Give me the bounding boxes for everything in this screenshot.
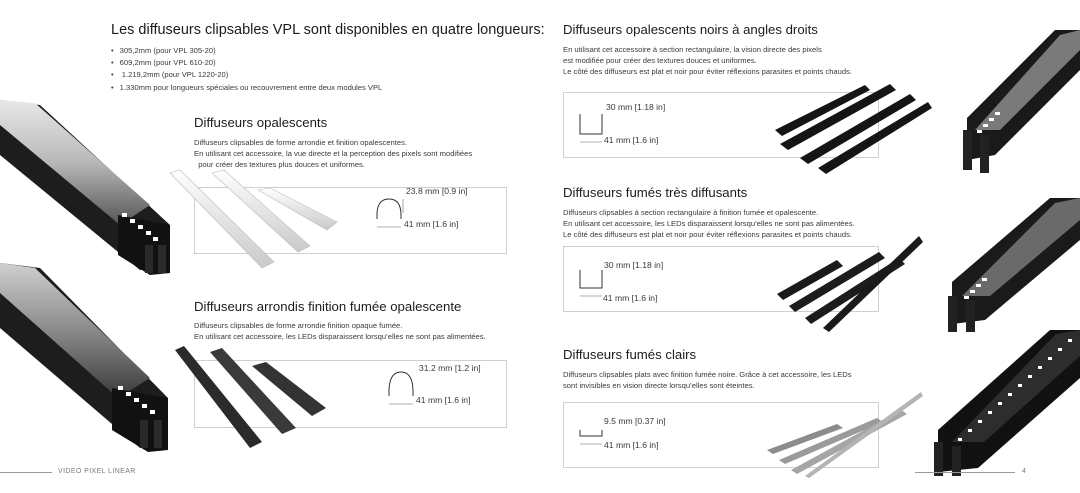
dimension-width-opal: 41 mm [1.6 in] — [404, 219, 459, 229]
section-drawing-opal — [373, 195, 405, 231]
profile-image-bottom — [0, 258, 175, 458]
list-item: • 609,2mm (pour VPL 610-20) — [111, 57, 382, 69]
profile-image-right-top — [955, 30, 1080, 175]
main-title: Les diffuseurs clipsables VPL sont disponibles en quatre longueurs: — [111, 22, 545, 38]
list-item: • 1.219,2mm (pour VPL 1220-20) — [111, 69, 382, 81]
dimension-height-smoked-round: 31.2 mm [1.2 in] — [419, 363, 481, 373]
desc-line: sont invisibles en vision directe lorsqu’elles sont éteintes. — [563, 380, 755, 390]
footer-label: VIDEO PIXEL LINEAR — [58, 468, 136, 475]
section-desc-smoked-round — [194, 321, 486, 343]
desc-line: Diffuseurs clipsables de forme arrondie et finition opalescentes. — [194, 138, 408, 147]
diffuser-image-smoked-round — [170, 342, 330, 452]
profile-image-right-bottom — [928, 330, 1080, 478]
desc-line: En utilisant cet accessoire, la vue directe et la perception des pixels sont modifiées — [194, 148, 473, 158]
desc-line: est modifiée pour créer des textures douces et uniformes. — [563, 55, 757, 65]
dimension-width-smoked-round: 41 mm [1.6 in] — [416, 395, 471, 405]
section-drawing-smoked-clear — [577, 426, 607, 450]
dimension-width-smoked-diffusing: 41 mm [1.6 in] — [603, 293, 658, 303]
profile-image-right-middle — [940, 198, 1080, 333]
diffuser-image-opal — [162, 168, 342, 274]
list-item: • 305,2mm (pour VPL 305-20) — [111, 45, 382, 57]
section-title-black-opal: Diffuseurs opalescents noirs à angles droits — [563, 22, 818, 37]
desc-line: Le côté des diffuseurs est plat et noir pour éviter réflexions parasites et points chauds. — [563, 66, 853, 76]
section-desc-opal — [194, 138, 472, 170]
desc-line: En utilisant cet accessoire, les LEDs disparaissent lorsqu’elles ne sont pas alimentées. — [194, 331, 486, 341]
section-title-smoked-diffusing: Diffuseurs fumés très diffusants — [563, 185, 748, 200]
dimension-height-smoked-clear: 9.5 mm [0.37 in] — [604, 416, 666, 426]
length-list — [111, 45, 382, 94]
section-title-opal: Diffuseurs opalescents — [194, 115, 328, 130]
footer-rule — [915, 472, 1015, 473]
desc-line: Diffuseurs clipsables plats avec finition fumée noire. Grâce à cet accessoire, les LEDs — [563, 370, 852, 379]
dimension-height-black-opal: 30 mm [1.18 in] — [606, 102, 666, 112]
section-drawing-smoked-round — [385, 368, 417, 408]
dimension-width-smoked-clear: 41 mm [1.6 in] — [604, 440, 659, 450]
section-title-smoked-clear: Diffuseurs fumés clairs — [563, 347, 697, 362]
list-item: • 1.330mm pour longueurs spéciales ou recouvrement entre deux modules VPL — [111, 82, 382, 94]
profile-image-top — [0, 95, 180, 285]
page-number: 4 — [1022, 468, 1026, 475]
dimension-height-opal: 23.8 mm [0.9 in] — [406, 186, 468, 196]
footer-rule — [0, 472, 52, 473]
diffuser-image-smoked-diffusing — [775, 228, 925, 333]
diffuser-image-black-opal — [770, 70, 935, 175]
dimension-height-smoked-diffusing: 30 mm [1.18 in] — [604, 260, 664, 270]
dimension-width-black-opal: 41 mm [1.6 in] — [604, 135, 659, 145]
desc-line: En utilisant cet accessoire, les LEDs disparaissent lorsqu’elles ne sont pas alimentées. — [563, 218, 855, 228]
desc-line: Diffuseurs clipsables à section rectangulaire à finition fumée et opalescente. — [563, 208, 819, 217]
diffuser-image-smoked-clear — [765, 388, 925, 478]
desc-line: Le côté des diffuseurs est plat et noir pour éviter réflexions parasites et points chauds. — [563, 229, 853, 239]
desc-line: pour créer des textures plus douces et uniformes. — [194, 159, 365, 169]
desc-line: Diffuseurs clipsables de forme arrondie finition opaque fumée. — [194, 321, 403, 330]
section-title-smoked-round: Diffuseurs arrondis finition fumée opalescente — [194, 299, 462, 314]
desc-line: En utilisant cet accessoire à section rectangulaire, la vision directe des pixels — [563, 45, 822, 54]
section-drawing-black-opal — [577, 110, 607, 146]
